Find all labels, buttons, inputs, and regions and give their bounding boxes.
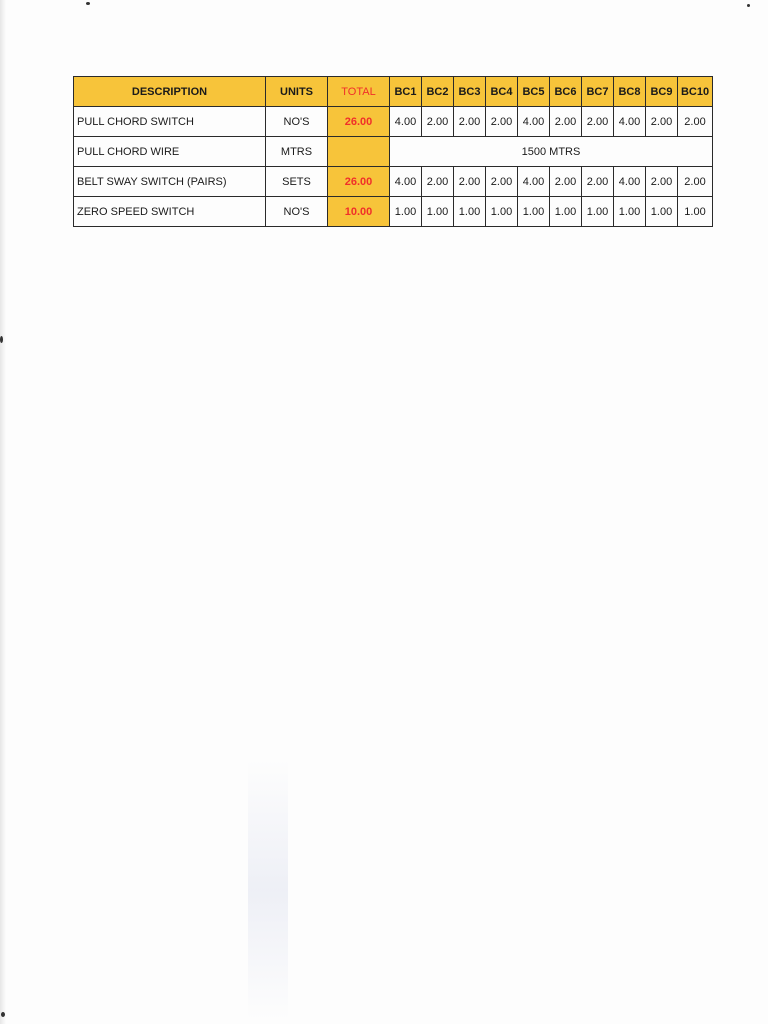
row-total: [328, 137, 390, 167]
header-units: UNITS: [266, 77, 328, 107]
row-merged-value: 1500 MTRS: [390, 137, 713, 167]
row-bc9-value: 1.00: [646, 197, 678, 227]
row-bc4-value: 2.00: [486, 167, 518, 197]
header-bc1: BC1: [390, 77, 422, 107]
row-units: NO'S: [266, 197, 328, 227]
header-bc4: BC4: [486, 77, 518, 107]
row-bc3-value: 1.00: [454, 197, 486, 227]
row-description: ZERO SPEED SWITCH: [74, 197, 266, 227]
row-bc3-value: 2.00: [454, 167, 486, 197]
table-row: [74, 167, 713, 197]
table-row: [74, 197, 713, 227]
header-bc3: BC3: [454, 77, 486, 107]
row-units: MTRS: [266, 137, 328, 167]
row-bc8-value: 4.00: [614, 167, 646, 197]
materials-table: [73, 76, 713, 227]
row-bc10-value: 2.00: [678, 107, 713, 137]
header-bc10: BC10: [678, 77, 713, 107]
header-bc9: BC9: [646, 77, 678, 107]
header-bc2: BC2: [422, 77, 454, 107]
header-description: DESCRIPTION: [74, 77, 266, 107]
row-bc8-value: 4.00: [614, 107, 646, 137]
row-bc4-value: 2.00: [486, 107, 518, 137]
row-bc2-value: 2.00: [422, 167, 454, 197]
header-bc6: BC6: [550, 77, 582, 107]
row-bc5-value: 1.00: [518, 197, 550, 227]
row-bc5-value: 4.00: [518, 167, 550, 197]
scan-speck: [747, 4, 750, 7]
scan-speck: [0, 336, 3, 343]
row-description: BELT SWAY SWITCH (PAIRS): [74, 167, 266, 197]
row-bc9-value: 2.00: [646, 107, 678, 137]
scan-speck: [1, 1012, 5, 1017]
row-units: SETS: [266, 167, 328, 197]
header-total: TOTAL: [328, 77, 390, 107]
row-bc2-value: 2.00: [422, 107, 454, 137]
table-row: [74, 137, 713, 167]
scan-page-edge: [0, 0, 6, 1024]
row-description: PULL CHORD SWITCH: [74, 107, 266, 137]
row-units: NO'S: [266, 107, 328, 137]
row-bc1-value: 1.00: [390, 197, 422, 227]
row-description: PULL CHORD WIRE: [74, 137, 266, 167]
row-bc7-value: 2.00: [582, 107, 614, 137]
row-bc1-value: 4.00: [390, 107, 422, 137]
row-total: 10.00: [328, 197, 390, 227]
table-row: [74, 107, 713, 137]
row-bc7-value: 1.00: [582, 197, 614, 227]
row-bc6-value: 2.00: [550, 107, 582, 137]
header-row: [74, 77, 713, 107]
row-bc1-value: 4.00: [390, 167, 422, 197]
row-total: 26.00: [328, 167, 390, 197]
row-bc5-value: 4.00: [518, 107, 550, 137]
scan-speck: [86, 2, 90, 5]
row-bc10-value: 2.00: [678, 167, 713, 197]
row-bc7-value: 2.00: [582, 167, 614, 197]
header-bc7: BC7: [582, 77, 614, 107]
header-bc5: BC5: [518, 77, 550, 107]
row-bc9-value: 2.00: [646, 167, 678, 197]
row-bc4-value: 1.00: [486, 197, 518, 227]
row-bc8-value: 1.00: [614, 197, 646, 227]
row-bc3-value: 2.00: [454, 107, 486, 137]
row-bc2-value: 1.00: [422, 197, 454, 227]
scan-smudge: [248, 760, 288, 1020]
row-bc10-value: 1.00: [678, 197, 713, 227]
row-bc6-value: 1.00: [550, 197, 582, 227]
row-bc6-value: 2.00: [550, 167, 582, 197]
header-bc8: BC8: [614, 77, 646, 107]
row-total: 26.00: [328, 107, 390, 137]
